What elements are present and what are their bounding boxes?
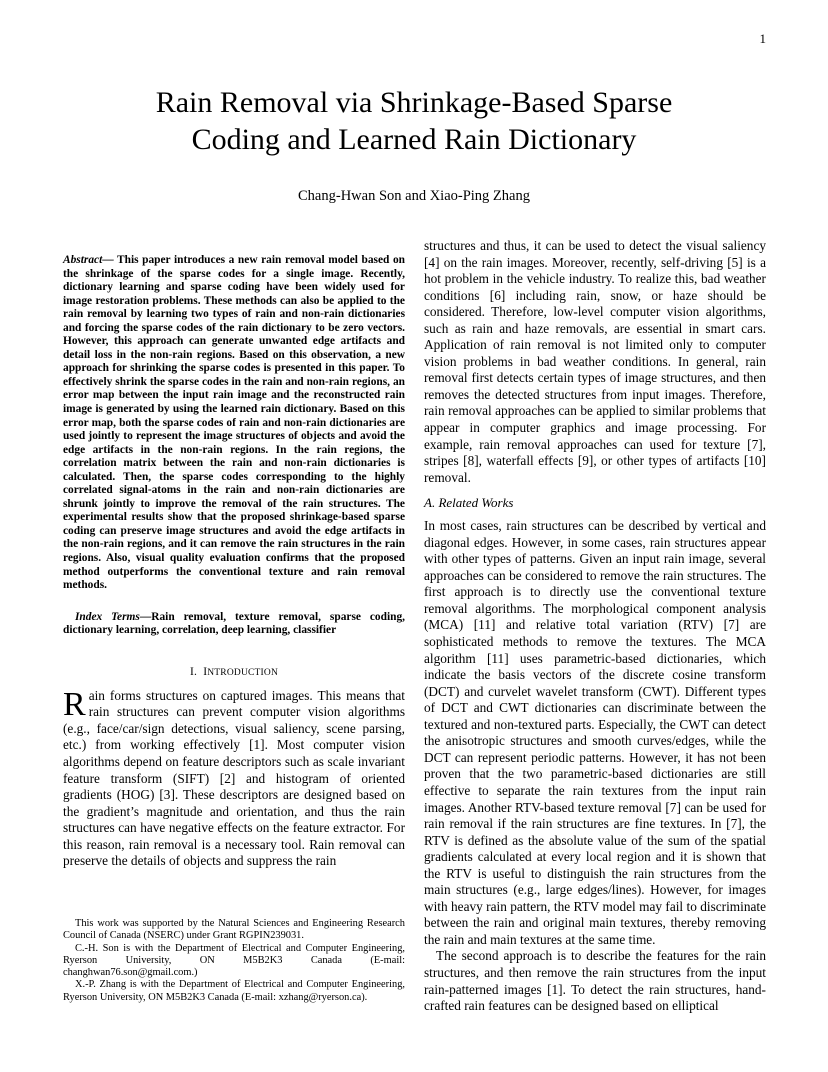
section-heading-introduction [63,666,405,678]
title-line-2: Coding and Learned Rain Dictionary [191,123,637,156]
abstract-label: Abstract [63,254,103,266]
subsection-heading-related-works: A. Related Works [424,495,514,511]
index-terms [63,611,405,638]
index-terms-text: —Rain removal, texture removal, sparse coding, dictionary learning, correlation, deep learning, classifier [63,610,405,637]
left-column [63,254,405,870]
abstract-text: — This paper introduces a new rain removal model based on the shrinkage of the sparse codes for a single image. Recently, dictionary learning and sparse coding have been widely used for image restoration problems. These methods can also be applied to the rain removal by learning two types of rain and non-rain dictionaries and forcing the sparse codes of the rain dictionary to be zero vectors. However, this approach can generate unwanted edge artifacts and detail loss in the non-rain regions. Based on this observation, a new approach for shrinking the sparse codes is presented in this paper. To effectively shrink the sparse codes in the rain and non-rain regions, an error map between the input rain image and the reconstructed rain image is generated by using the learned rain dictionary. Based on this error map, both the sparse codes of rain and non-rain dictionaries are used jointly to represent the image structures of objects and avoid the edge artifacts in the non-rain regions. In the rain regions, the correlation matrix between the rain and non-rain dictionaries is calculated. Then, the sparse codes corresponding to the highly correlated signal-atoms in the rain and non-rain dictionaries are shrunk jointly to improve the removal of the rain structures. The experimental results show that the proposed shrinkage-based sparse coding can preserve image structures and avoid the edge artifacts in the non-rain regions, and it can remove the rain structures in the rain regions. Also, visual quality evaluation confirms that the proposed method outperforms the conventional texture and rain removal methods. [63,254,405,592]
footnote-author-son: C.-H. Son is with the Department of Electrical and Computer Engineering, Ryerson University, ON M5B2K3 Canada (E-mail: changhwan76.son@gmail.com.) [63,942,405,979]
footnote-author-zhang: X.-P. Zhang is with the Department of Electrical and Computer Engineering, Ryerson University, ON M5B2K3 Canada (E-mail: xzhang@ryerson.ca). [63,979,405,1003]
footnotes [63,918,405,1004]
page-number: 1 [759,31,766,46]
right-paragraph-2: In most cases, rain structures can be described by vertical and diagonal edges. However, in some cases, rain structures appear with other types of patterns. Given an input rain image, several approaches can be considered to remove the rain structures. The first approach is to directly use the conventional texture removal algorithms. The morphological component analysis (MCA) [11] and relative total variation (RTV) [7] are sophisticated methods to remove the textures. The MCA algorithm [11] uses parametric-based dictionaries, which indicate the basis vectors of the discrete cosine transform (DCT) and curvelet wavelet transform (CWT). Different types of DCT and CWT dictionaries can discriminate between the textured and non-textured parts. Especially, the CWT can detect the anisotropic structures and smooth curves/edges, while the DCT can represent periodic patterns. However, it has not been proven that the two parametric-based dictionaries are still effective to separate the rain textures from the input rain images. Another RTV-based texture removal [7] can be used for rain removal if the rain structures are fine textures. In [7], the RTV is defined as the absolute value of the sum of the spatial gradients calculated at every local region and it is shown that the RTV is useful to distinguish the rain structures from the main structures (e.g., large edges/lines). However, for images with heavy rain pattern, the RTV model may fail to discriminate between the rain and original main textures, thereby removing the rain and main textures at the same time. [424,518,766,947]
authors: Chang-Hwan Son and Xiao-Ping Zhang [298,188,530,204]
intro-text: ain forms structures on captured images. This means that rain structures can prevent computer vision algorithms (e.g., face/car/sign detections, visual saliency, scene parsing, etc.) from working effectively [1]. Most computer vision algorithms depend on feature descriptors such as scale invariant feature transform (SIFT) [2] and histogram of oriented gradients (HOG) [3]. These descriptors are designed based on the gradient’s magnitude and orientation, and thus the rain structures can have negative effects on the feature extractor. For this reason, rain removal is a necessary tool. Rain removal can preserve the details of objects and suppress the rain [63,687,405,869]
drop-cap: R [63,685,86,723]
section-heading-first: I [203,665,208,678]
right-column [424,238,766,1015]
section-heading-rest: NTRODUCTION [207,667,279,678]
title-line-1: Rain Removal via Shrinkage-Based Sparse [155,86,673,119]
intro-paragraph [63,685,405,870]
section-numeral: I. [189,665,198,678]
paper-title [0,84,828,158]
abstract [63,254,405,593]
right-paragraph-3: The second approach is to describe the features for the rain structures, and then remove the rain structures from the input rain-patterned images [1]. To detect the rain structures, hand-crafted rain features can be designed based on elliptical [424,948,766,1014]
footnote-funding: This work was supported by the Natural Sciences and Engineering Research Council of Canada (NSERC) under Grant RGPIN239031. [63,918,405,942]
index-terms-label: Index Terms [75,610,140,623]
right-paragraph-1: structures and thus, it can be used to detect the visual saliency [4] on the rain images. Moreover, recently, self-driving [5] is a hot problem in the vehicle industry. To realize this, bad weather conditions [6] including rain, snow, or haze should be considered. Therefore, low-level computer vision algorithms, such as rain and haze removals, are essential in smart cars. Application of rain removal is not limited only to computer vision problems in bad weather conditions. In general, rain removal first detects certain types of image structures, and then removes the detected structures from input images. Therefore, rain removal approaches can be applied to similar problems that appear in computer graphics and image processing. For example, rain removal approaches can used for texture [7], stripes [8], waterfall effects [9], or other types of artifacts [10] removal. [424,238,766,485]
